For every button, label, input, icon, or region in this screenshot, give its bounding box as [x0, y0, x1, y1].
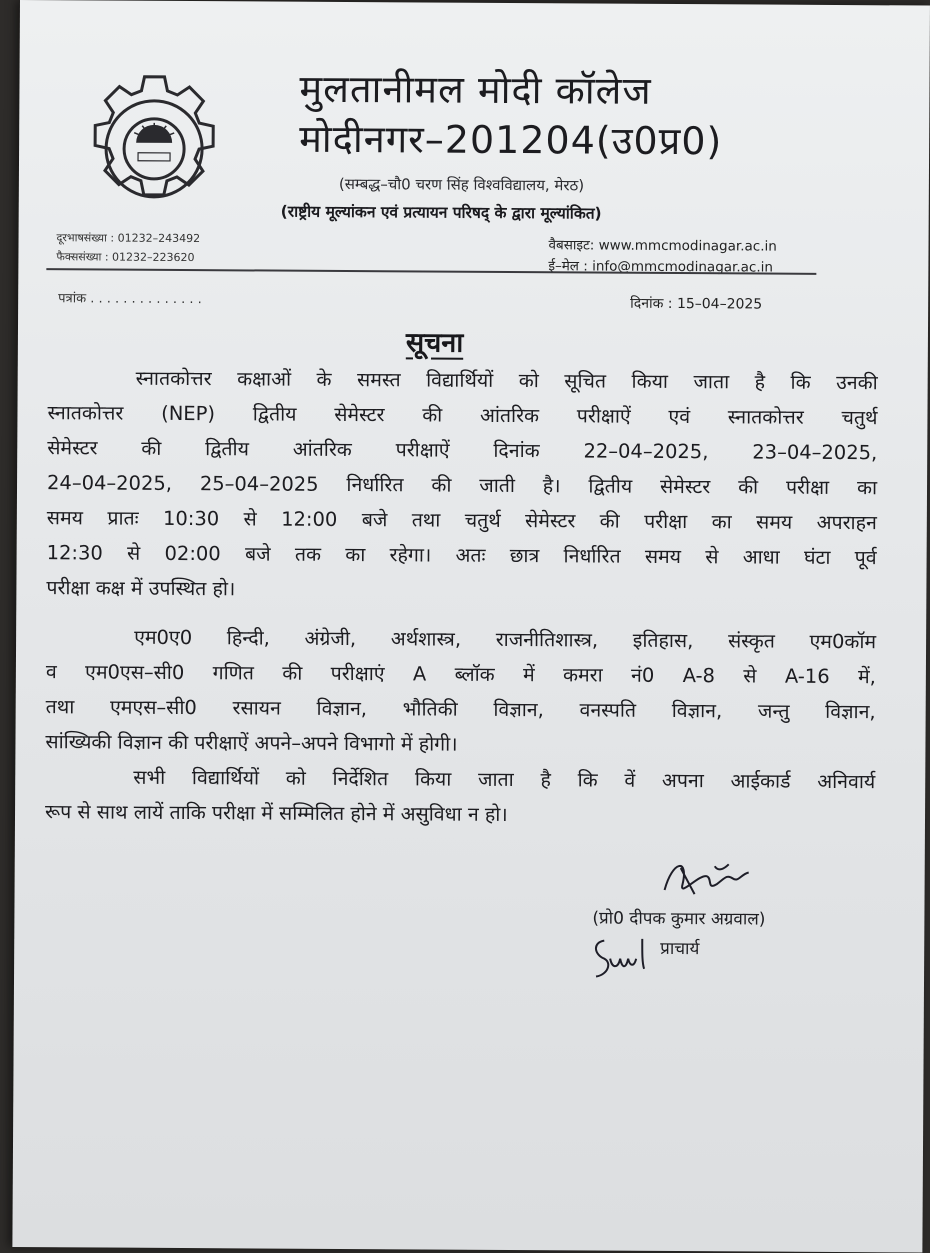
notice-title: सूचना: [406, 322, 464, 359]
body-line-8: एम0ए0 हिन्दी, अंग्रेजी, अर्थशास्त्र, राजनीतिशास्त्र, इतिहास, संस्कृत एम0कॉम: [46, 619, 876, 659]
body-line-9: व एम0एस–सी0 गणित की परीक्षाएं A ब्लॉक में कमरा नं0 A-8 से A-16 में,: [46, 654, 876, 694]
body-line-12: सभी विद्यार्थियों को निर्देशित किया जाता है कि वें अपना आईकार्ड अनिवार्य: [45, 759, 875, 799]
initials-signature: [586, 928, 666, 983]
body-line-3: सेमेस्टर की द्वितीय आंतरिक परीक्षाऐं दिनांक 22–04–2025, 23–04–2025,: [47, 430, 877, 470]
contact-phone-fax: [56, 228, 200, 267]
college-name: [299, 64, 820, 167]
college-name-line2: मोदीनगर–201204(उ0प्र0): [299, 114, 819, 167]
notice-paper: [12, 0, 930, 1253]
notice-body: [45, 360, 878, 834]
body-line-6: 12:30 से 02:00 बजे तक का रहेगा। अतः छात्र निर्धारित समय से आधा घंटा पूर्व: [47, 535, 877, 575]
affiliation-text: (सम्बद्ध–चौ0 चरण सिंह विश्वविद्यालय, मेरठ): [339, 174, 584, 195]
body-line-13: रूप से साथ लायें ताकि परीक्षा में सम्मिलित होने में असुविधा न हो।: [45, 794, 875, 834]
phone-number: दूरभाषसंख्या : 01232–243492: [56, 228, 200, 248]
signatory-name: (प्रो0 दीपक कुमार अग्रवाल): [592, 906, 765, 930]
notice-date: दिनांक : 15–04–2025: [630, 294, 762, 314]
signatory-designation: प्राचार्य: [660, 936, 699, 959]
body-line-2: स्नातकोत्तर (NEP) द्वितीय सेमेस्टर की आंतरिक परीक्षाऐं एवं स्नातकोत्तर चतुर्थ: [47, 395, 877, 435]
accreditation-text: (राष्ट्रीय मूल्यांकन एवं प्रत्यायन परिषद् के द्वारा मूल्यांकित): [281, 200, 602, 224]
body-line-4: 24–04–2025, 25–04–2025 निर्धारित की जाती है। द्वितीय सेमेस्टर की परीक्षा का: [47, 465, 877, 505]
body-line-11: सांख्यिकी विज्ञान की परीक्षाऐं अपने–अपने विभागो में होगी।: [45, 724, 875, 764]
principal-signature: [654, 854, 764, 905]
website-text: वैबसाइट: www.mmcmodinagar.ac.in: [548, 235, 776, 257]
college-name-line1: मुलतानीमल मोदी कॉलेज: [299, 64, 819, 117]
email-text: ई–मेल : info@mmcmodinagar.ac.in: [548, 256, 776, 278]
body-line-7: परीक्षा कक्ष में उपस्थित हो।: [46, 570, 876, 610]
fax-number: फैक्ससंख्या : 01232–223620: [56, 247, 200, 267]
reference-number: पत्रांक . . . . . . . . . . . . . .: [58, 288, 202, 307]
body-line-10: तथा एमएस–सी0 रसायन विज्ञान, भौतिकी विज्ञान, वनस्पति विज्ञान, जन्तु विज्ञान,: [46, 689, 876, 729]
college-logo-gear-icon: [74, 68, 235, 229]
body-line-1: स्नातकोत्तर कक्षाओं के समस्त विद्यार्थियों को सूचित किया जाता है कि उनकी: [48, 360, 878, 400]
body-line-5: समय प्रातः 10:30 से 12:00 बजे तथा चतुर्थ सेमेस्टर की परीक्षा का समय अपराहन: [47, 500, 877, 540]
